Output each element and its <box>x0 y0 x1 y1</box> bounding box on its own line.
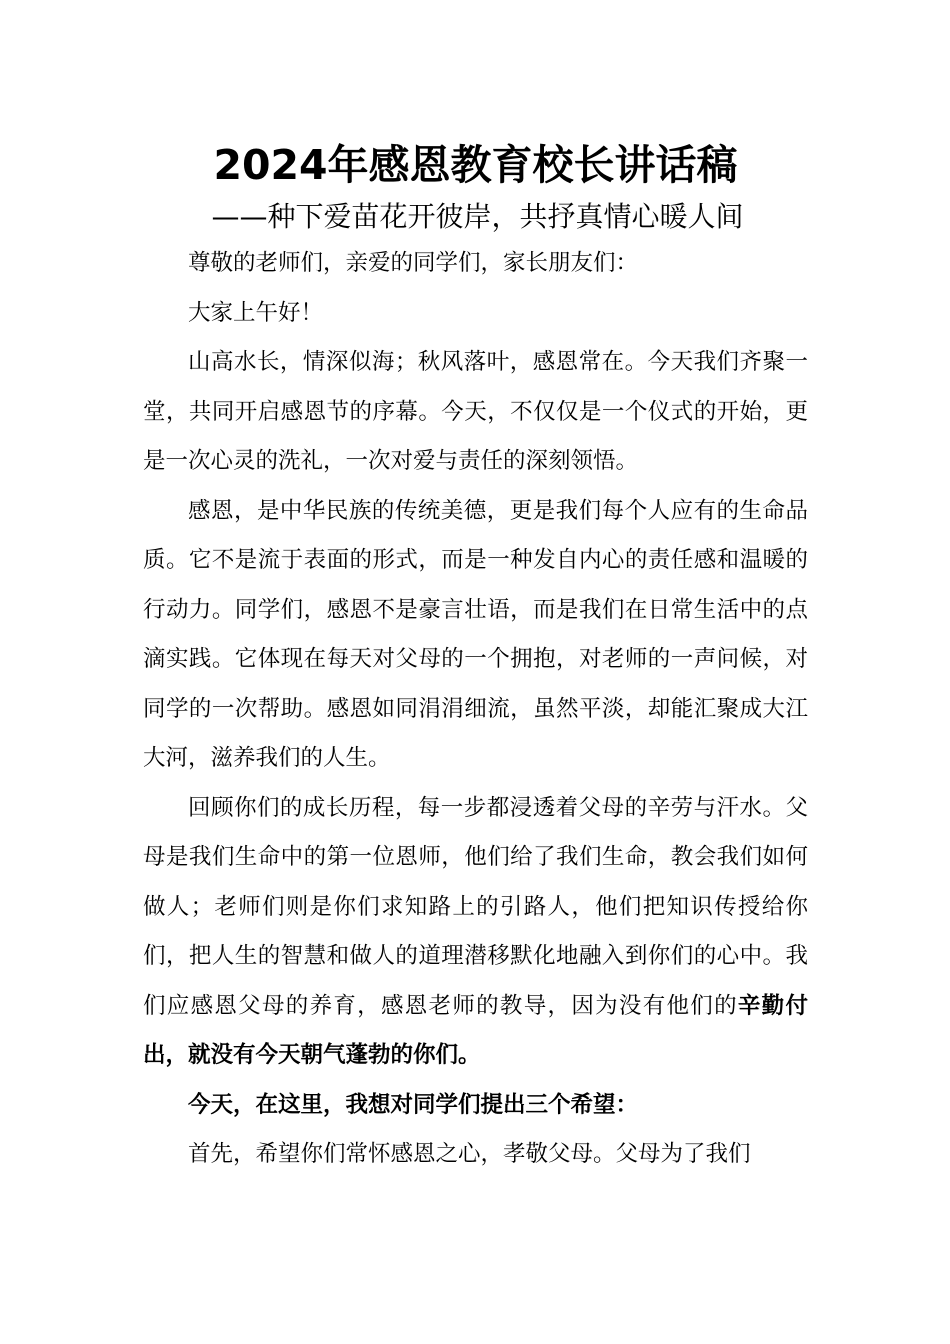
document-title: 2024年感恩教育校长讲话稿 <box>213 141 738 189</box>
paragraph-text: 回顾你们的成长历程，每一步都浸透着父母的辛劳与汗水。父母是我们生命中的第一位恩师，他们给了我们生命，教会我们如何做人；老师们则是你们求知路上的引路人，他们把知识传授给你们，把人生的智慧和做人的道理潜移默化地融入到你们的心中。我们应感恩父母的养育，感恩老师的教导，因为没有他们的 <box>143 794 808 1019</box>
document-body <box>143 239 808 1180</box>
body-paragraph: 山高水长，情深似海；秋风落叶，感恩常在。今天我们齐聚一堂，共同开启感恩节的序幕。今天，不仅仅是一个仪式的开始，更是一次心灵的洗礼，一次对爱与责任的深刻领悟。 <box>143 349 808 474</box>
greeting-paragraph: 大家上午好！ <box>188 299 324 326</box>
document-page <box>143 135 808 1180</box>
body-paragraph <box>143 784 808 1081</box>
body-paragraph: 首先，希望你们常怀感恩之心，孝敬父母。父母为了我们 <box>188 1141 751 1167</box>
document-subtitle: ——种下爱苗花开彼岸，共抒真情心暖人间 <box>211 200 744 233</box>
hopes-intro-paragraph: 今天，在这里，我想对同学们提出三个希望： <box>188 1091 639 1118</box>
bold-emphasis-text: 辛勤付出，就没有今天朝气蓬勃的你们。 <box>143 992 808 1068</box>
salutation-paragraph: 尊敬的老师们，亲爱的同学们，家长朋友们： <box>188 250 639 276</box>
body-paragraph: 感恩，是中华民族的传统美德，更是我们每个人应有的生命品质。它不是流于表面的形式，而是一种发自内心的责任感和温暖的行动力。同学们，感恩不是豪言壮语，而是我们在日常生活中的点滴实践。它体现在每天对父母的一个拥抱，对老师的一声问候，对同学的一次帮助。感恩如同涓涓细流，虽然平淡，却能汇聚成大江大河，滋养我们的人生。 <box>143 497 808 771</box>
